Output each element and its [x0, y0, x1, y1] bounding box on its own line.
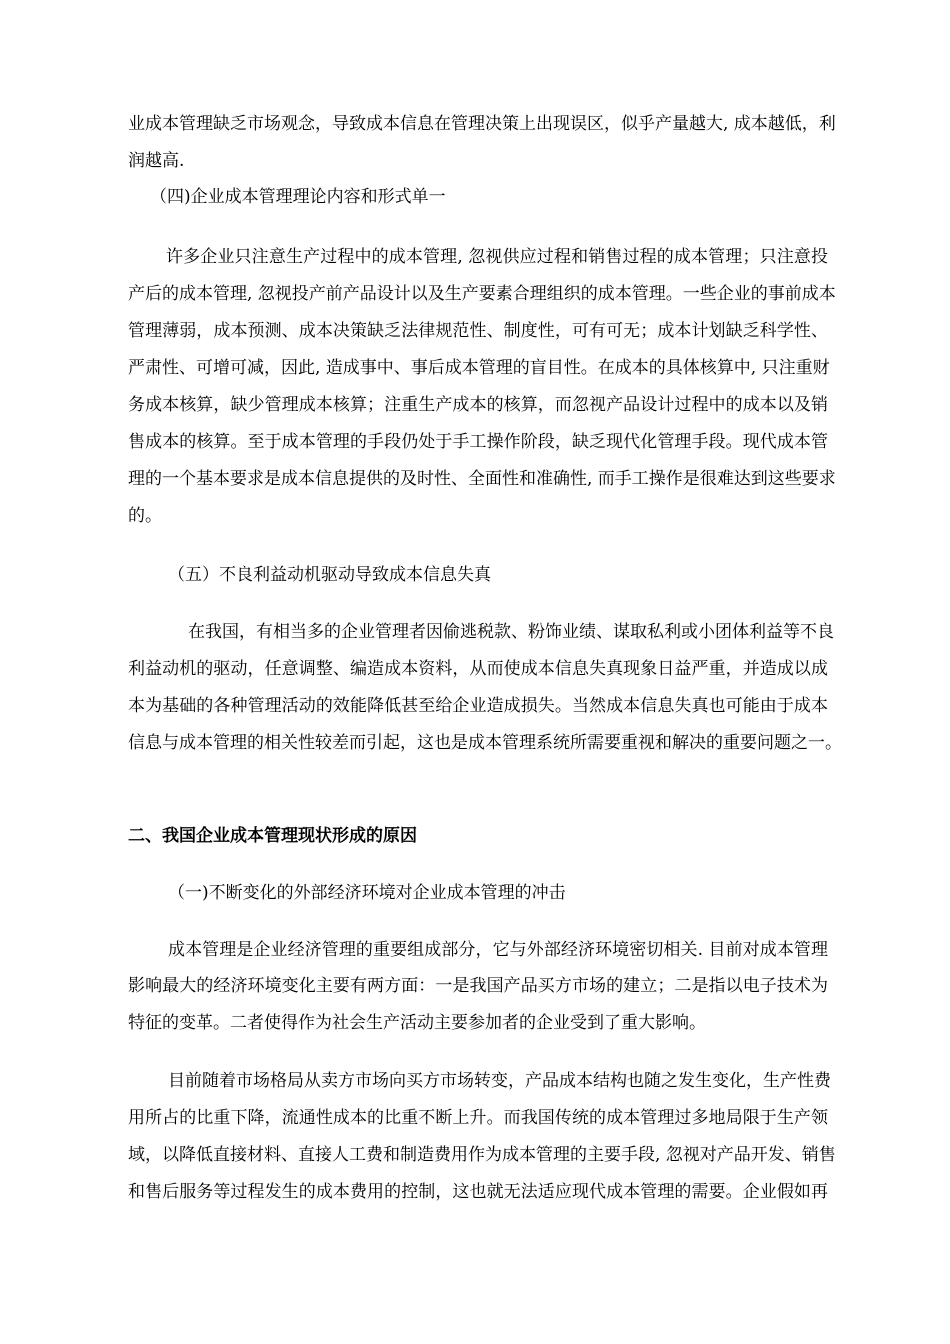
sub1-para2-line-3: 域，以降低直接材料、直接人工费和制造费用作为成本管理的主要手段, 忽视对产品开发、销售 [128, 1145, 836, 1165]
intro-line-2: 润越高. [128, 151, 185, 171]
sub5-line-3: 本为基础的各种管理活动的效能降低甚至给企业造成损失。当然成本信息失真也可能由于成本 [128, 696, 828, 716]
sub5-line-1: 在我国，有相当多的企业管理者因偷逃税款、粉饰业绩、谋取私利或小团体利益等不良 [188, 622, 834, 642]
sub5-line-2: 利益动机的驱动，任意调整、编造成本资料，从而使成本信息失真现象日益严重，并造成以成 [128, 659, 828, 679]
subheading-5: （五）不良利益动机驱动导致成本信息失真 [168, 565, 491, 585]
sub4-line-4: 严肃性、可增可减，因此, 造成事中、事后成本管理的盲目性。在成本的具体核算中, 只注重财 [128, 358, 830, 378]
sub4-line-7: 理的一个基本要求是成本信息提供的及时性、全面性和准确性, 而手工操作是很难达到这些要求 [128, 469, 836, 489]
intro-line-1: 业成本管理缺乏市场观念，导致成本信息在管理决策上出现误区，似乎产量越大, 成本越低，利 [128, 114, 836, 134]
subheading-4: （四)企业成本管理理论内容和形式单一 [150, 187, 446, 207]
sub1-para2-line-1: 目前随着市场格局从卖方市场向买方市场转变，产品成本结构也随之发生变化，生产性费 [168, 1071, 831, 1091]
sub4-line-2: 产后的成本管理, 忽视投产前产品设计以及生产要素合理组织的成本管理。一些企业的事前成本 [128, 284, 836, 304]
sub1-para1-line-2: 影响最大的经济环境变化主要有两方面：一是我国产品买方市场的建立；二是指以电子技术为 [128, 976, 828, 996]
sub4-line-1: 许多企业只注意生产过程中的成本管理, 忽视供应过程和销售过程的成本管理；只注意投 [166, 247, 828, 267]
sub1-para2-line-4: 和售后服务等过程发生的成本费用的控制，这也就无法适应现代成本管理的需要。企业假如再 [128, 1182, 828, 1202]
subheading-1: （一)不断变化的外部经济环境对企业成本管理的冲击 [168, 883, 566, 903]
sub4-line-6: 售成本的核算。至于成本管理的手段仍处于手工操作阶段，缺乏现代化管理手段。现代成本管 [128, 432, 828, 452]
sub4-line-8: 的。 [128, 506, 162, 526]
sub4-line-5: 务成本核算，缺少管理成本核算；注重生产成本的核算，而忽视产品设计过程中的成本以及销 [128, 395, 828, 415]
sub4-line-3: 管理薄弱，成本预测、成本决策缺乏法律规范性、制度性，可有可无；成本计划缺乏科学性、 [128, 321, 828, 341]
sub5-line-4: 信息与成本管理的相关性较差而引起，这也是成本管理系统所需要重视和解决的重要问题之一。 [128, 733, 842, 753]
sub1-para1-line-3: 特征的变革。二者使得作为社会生产活动主要参加者的企业受到了重大影响。 [128, 1013, 706, 1033]
section-2-heading: 二、我国企业成本管理现状形成的原因 [128, 826, 417, 846]
sub1-para1-line-1: 成本管理是企业经济管理的重要组成部分，它与外部经济环境密切相关. 目前对成本管理 [168, 940, 828, 960]
sub1-para2-line-2: 用所占的比重下降，流通性成本的比重不断上升。而我国传统的成本管理过多地局限于生产领 [128, 1108, 828, 1128]
